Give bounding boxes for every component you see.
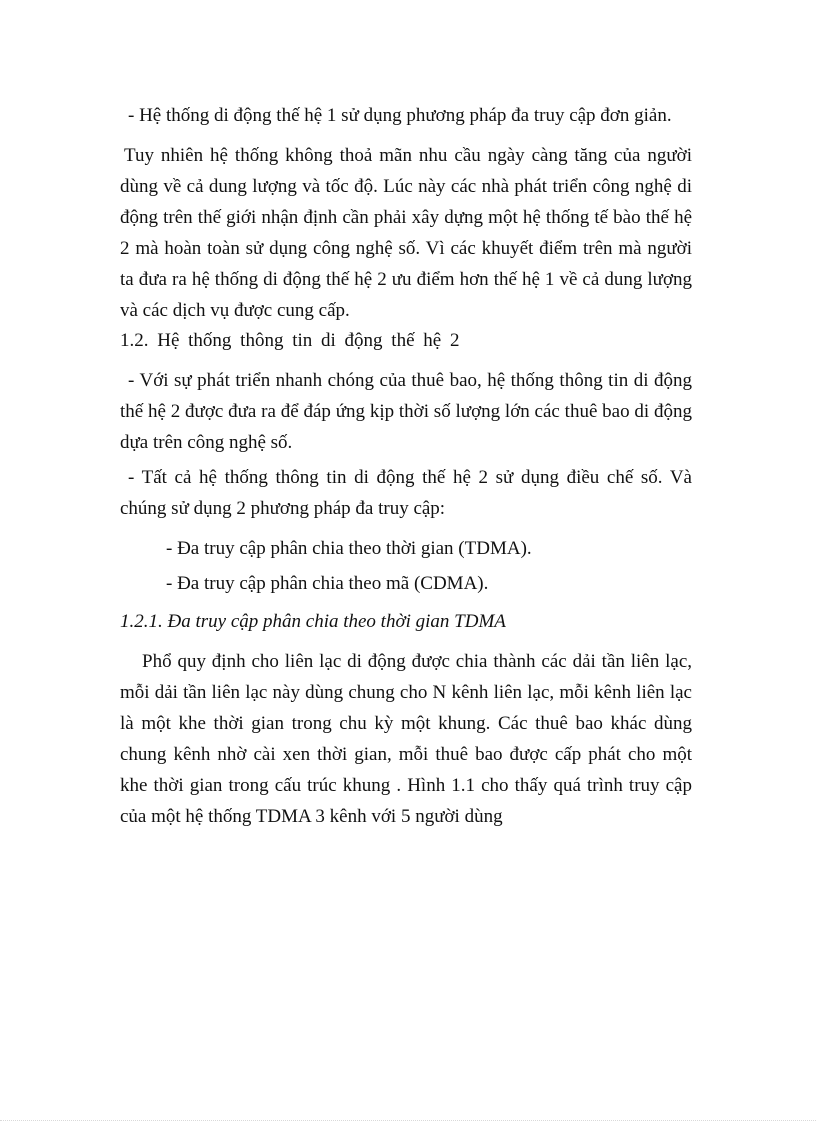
section-heading-1-2-1: 1.2.1. Đa truy cập phân chia theo thời gian TDMA [120,611,506,632]
paragraph-gen2-intro: - Với sự phát triển nhanh chóng của thuê bao, hệ thống thông tin di động thế hệ 2 được đưa ra để đáp ứng kịp thời số lượng lớn các thuê bao di động dựa trên công nghệ số. [120,370,692,453]
paragraph-gen2-modulation: - Tất cả hệ thống thông tin di động thế hệ 2 sử dụng điều chế số. Và chúng sử dụng 2 phương pháp đa truy cập: [120,467,692,519]
list-item-cdma: - Đa truy cập phân chia theo mã (CDMA). [166,573,489,594]
list-item-tdma: - Đa truy cập phân chia theo thời gian (TDMA). [166,538,532,559]
paragraph-tdma-description: Phổ quy định cho liên lạc di động được chia thành các dải tần liên lạc, mỗi dải tần liên lạc này dùng chung cho N kênh liên lạc, mỗi kênh liên lạc là một khe thời gian trong chu kỳ một khung. Các thuê bao khác dùng chung kênh nhờ cài xen thời gian, mỗi thuê bao được cấp phát cho một khe thời gian trong cấu trúc khung . Hình 1.1 cho thấy quá trình truy cập của một hệ thống TDMA 3 kênh với 5 người dùng [120,651,692,827]
page-bottom-divider [0,1120,816,1121]
section-heading-1-2: 1.2. Hệ thống thông tin di động thế hệ 2 [120,330,460,351]
paragraph-gen1-limitations: Tuy nhiên hệ thống không thoả mãn nhu cầu ngày càng tăng của người dùng về cả dung lượng và tốc độ. Lúc này các nhà phát triển công nghệ di động trên thế giới nhận định cần phải xây dựng một hệ thống tế bào thế hệ 2 mà hoàn toàn sử dụng công nghệ số. Vì các khuyết điểm trên mà người ta đưa ra hệ thống di động thế hệ 2 ưu điểm hơn thế hệ 1 về cả dung lượng và các dịch vụ được cung cấp. [120,145,692,321]
paragraph-gen1-access: - Hệ thống di động thế hệ 1 sử dụng phương pháp đa truy cập đơn giản. [128,105,672,126]
